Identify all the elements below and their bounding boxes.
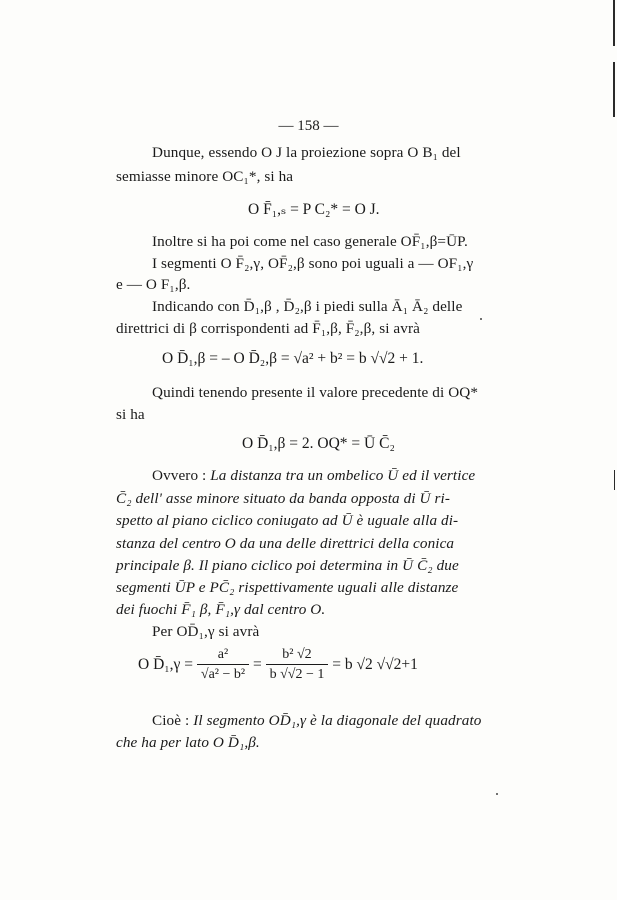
text-line: Per OD̄₁,γ si avrà xyxy=(152,623,260,640)
italic-paragraph-line: principale β. Il piano ciclico poi determina in Ū C̄₂ due xyxy=(116,557,459,574)
text-line: Indicando con D̄₁,β , D̄₂,β i piedi sulla Ā₁ Ā₂ delle xyxy=(152,298,463,315)
fraction-denominator: √a² − b² xyxy=(200,667,246,682)
text-line: Inoltre si ha poi come nel caso generale OF̄₁,β=ŪP. xyxy=(152,233,468,250)
paragraph-lead: Cioè : xyxy=(152,712,194,729)
text-line: e — O F₁,β. xyxy=(116,276,191,293)
fraction-numerator: b² √2 xyxy=(266,646,329,665)
text-line: si ha xyxy=(116,406,145,423)
equation-lhs: O D̄₁,γ = xyxy=(138,656,194,674)
equation: O F̄₁,ₛ = P C₂* = O J. xyxy=(248,201,380,218)
fraction xyxy=(266,646,329,685)
closing-line: che ha per lato O D̄₁,β. xyxy=(116,734,260,751)
paper-speck xyxy=(480,318,482,320)
italic-paragraph-line: stanza del centro O da una delle direttrici della conica xyxy=(116,535,455,552)
fraction-numerator: a² xyxy=(197,646,249,665)
italic-paragraph-line: dei fuochi F̄₁ β, F̄₁,γ dal centro O. xyxy=(116,601,326,618)
fraction xyxy=(197,646,249,685)
page-edge-mark xyxy=(613,0,615,46)
page-number: — 158 — xyxy=(278,118,339,134)
paper-speck xyxy=(496,793,498,795)
text-line: I segmenti O F̄₂,γ, OF̄₂,β sono poi uguali a — OF₁,γ xyxy=(152,255,474,272)
italic-paragraph-line: segmenti ŪP e PC̄₂ rispettivamente uguali alle distanze xyxy=(116,579,459,596)
page-edge-mark xyxy=(614,470,615,490)
italic-paragraph-line: spetto al piano ciclico coniugato ad Ū è uguale alla di- xyxy=(116,512,459,529)
italic-paragraph-line: C̄₂ dell' asse minore situato da banda opposta di Ū ri- xyxy=(116,490,450,507)
fraction-denominator: b √√2 − 1 xyxy=(269,667,325,682)
italic-text: La distanza tra un ombelico Ū ed il vertice xyxy=(210,467,476,484)
page-edge-mark xyxy=(613,62,615,117)
text-line: direttrici di β corrispondenti ad F̄₁,β, F̄₂,β, si avrà xyxy=(116,320,420,337)
equation: O D̄₁,β = 2. OQ* = Ū C̄₂ xyxy=(242,435,395,452)
paragraph-lead: Ovvero : xyxy=(152,467,211,484)
equation: O D̄₁,β = – O D̄₂,β = √a² + b² = b √√2 + 1. xyxy=(162,350,424,367)
closing-line xyxy=(152,712,481,730)
italic-text: Il segmento OD̄₁,γ è la diagonale del quadrato xyxy=(193,712,482,729)
text-line: Dunque, essendo O J la proiezione sopra O B₁ del xyxy=(152,144,461,161)
equation-rhs: = b √2 √√2+1 xyxy=(332,656,418,674)
equals-sign: = xyxy=(252,656,262,674)
italic-paragraph-line xyxy=(152,467,475,485)
final-equation xyxy=(138,646,418,685)
text-line: Quindi tenendo presente il valore precedente di OQ* xyxy=(152,384,479,401)
text-line: semiasse minore OC₁*, si ha xyxy=(116,168,294,185)
